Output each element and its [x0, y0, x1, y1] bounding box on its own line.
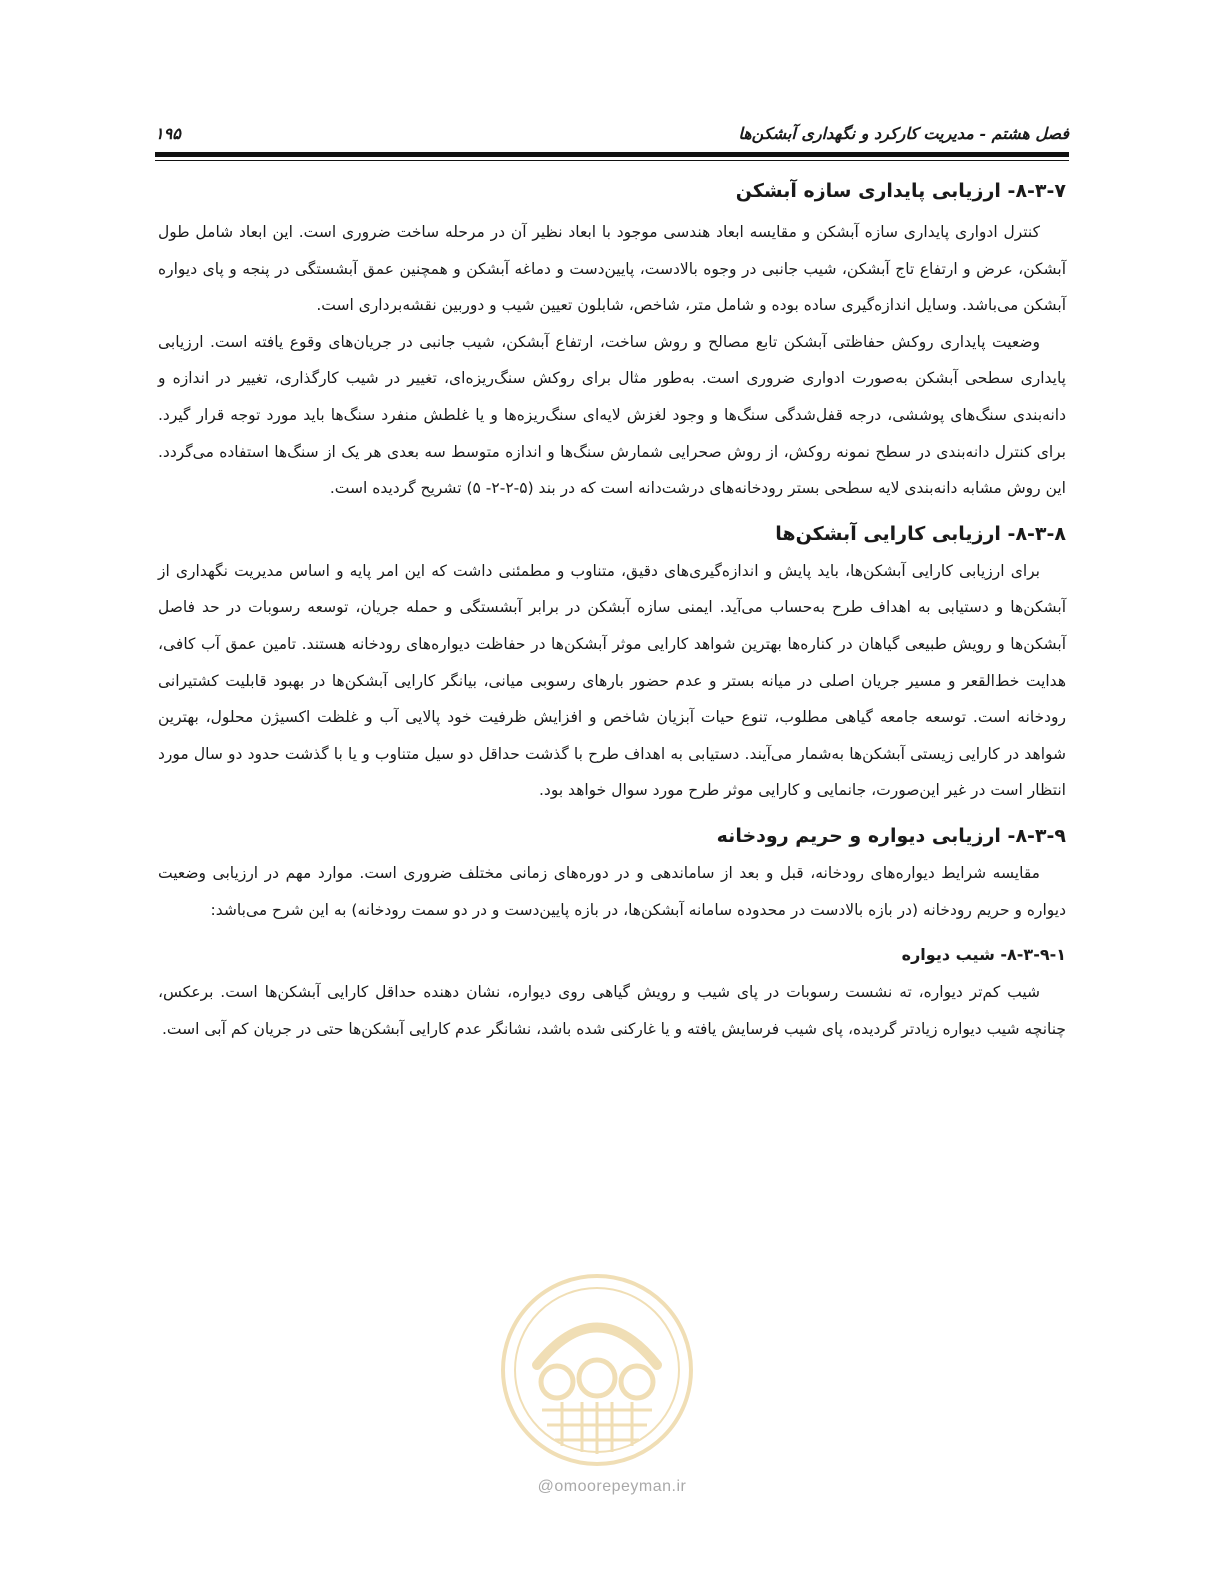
header-rule-thick: [155, 152, 1069, 157]
page-number: ۱۹۵: [155, 123, 181, 143]
page-content: [158, 172, 1066, 1047]
at-sign-icon: @: [537, 1478, 555, 1495]
paragraph: شیب کم‌تر دیواره، ته نشست رسوبات در پای شیب و رویش گیاهی روی دیواره، نشان دهنده حداقل کارایی آبشکن‌ها است. برعکس، چنانچه شیب دیواره زیادتر گردیده، پای شیب فرسایش یافته و یا غارکنی شده باشد، نشانگر عدم کارایی آبشکن‌ها حتی در جریان کم آبی است.: [158, 983, 1066, 1038]
chapter-title: فصل هشتم - مدیریت کارکرد و نگهداری آبشکن‌ها: [738, 123, 1069, 143]
paragraph: کنترل ادواری پایداری سازه آبشکن و مقایسه ابعاد هندسی موجود با ابعاد نظیر آن در مرحله ساخت ضروری است. این ابعاد شامل طول آبشکن، عرض و ارتفاع تاج آبشکن، شیب جانبی در وجوه بالادست، پایین‌دست و دماغه آبشکن و همچنین عمق آبشستگی در پنجه و پای دیواره آبشکن می‌باشد. وسایل اندازه‌گیری ساده بوده و شامل متر، شاخص، شابلون تعیین شیب و دوربین نقشه‌برداری است.: [158, 223, 1066, 315]
footer-url: @omoorepeyman.ir: [537, 1478, 687, 1495]
paragraph: وضعیت پایداری روکش حفاظتی آبشکن تابع مصالح و روش ساخت، ارتفاع آبشکن، شیب جانبی در جریان‌های وقوع یافته است. ارزیابی پایداری سطحی آبشکن به‌صورت ادواری ضروری است. به‌طور مثال برای روکش سنگ‌ریزه‌ای، تغییر در شیب کارگذاری، تغییر در اندازه و دانه‌بندی سنگ‌های پوششی، درجه قفل‌شدگی سنگ‌ها و وجود لغزش لایه‌ای سنگ‌ریزه‌ها و یا غلطش منفرد سنگ‌ها باید مورد توجه قرار گیرد. برای کنترل دانه‌بندی در سطح نمونه روکش، از روش صحرایی شمارش سنگ‌ها و اندازه متوسط سه بعدی هر یک از سنگ‌ها استفاده می‌گردد. این روش مشابه دانه‌بندی لایه سطحی بستر رودخانه‌های درشت‌دانه است که در بند (۵-۲-۲- ۵) تشریح گردیده است.: [158, 332, 1066, 498]
running-header: [155, 118, 1069, 148]
section-heading: ۸-۳-۹- ارزیابی دیواره و حریم رودخانه: [716, 824, 1066, 847]
section-heading: ۸-۳-۷- ارزیابی پایداری سازه آبشکن: [735, 180, 1066, 202]
paragraph: مقایسه شرایط دیواره‌های رودخانه، قبل و بعد از ساماندهی و در دوره‌های زمانی مختلف ضروری است. موارد مهم در ارزیابی وضعیت دیواره و حریم رودخانه (در بازه بالادست در محدوده سامانه آبشکن‌ها، در بازه پایین‌دست و در دو سمت رودخانه) به این شرح می‌باشد:: [158, 863, 1066, 919]
paragraph: برای ارزیابی کارایی آبشکن‌ها، باید پایش و اندازه‌گیری‌های دقیق، متناوب و مطمئنی داشت که این امر پایه و اساس مدیریت نگهداری از آبشکن‌ها و دستیابی به اهداف طرح به‌حساب می‌آید. ایمنی سازه آبشکن در برابر آبشستگی و حمله جریان، توسعه رسوبات در حد فاصل آبشکن‌ها و رویش طبیعی گیاهان در کناره‌ها بهترین شواهد کارایی موثر آبشکن‌ها در حفاظت دیواره‌های رودخانه هستند. تامین عمق آب کافی، هدایت خط‌القعر و مسیر جریان اصلی در میانه بستر و عدم حضور بارهای رسوبی میانی، بیانگر کارایی آبشکن‌ها در بهبود قابلیت کشتیرانی رودخانه است. توسعه جامعه گیاهی مطلوب، تنوع حیات آبزیان شاخص و افزایش ظرفیت خود پالایی آب و غلظت اکسیژن محلول، بهترین شواهد در کارایی زیستی آبشکن‌ها به‌شمار می‌آیند. دستیابی به اهداف طرح با گذشت حداقل دو سیل متناوب و یا با گذشت حدود دو سال مورد انتظار است در غیر این‌صورت، جانمایی و کارایی موثر طرح مورد سوال خواهد بود.: [158, 561, 1066, 800]
subsection-heading: ۸-۳-۹-۱- شیب دیواره: [901, 945, 1066, 965]
header-rule-thin: [155, 160, 1069, 161]
section-heading: ۸-۳-۸- ارزیابی کارایی آبشکن‌ها: [775, 522, 1066, 545]
seal-logo-icon: [497, 1270, 697, 1470]
